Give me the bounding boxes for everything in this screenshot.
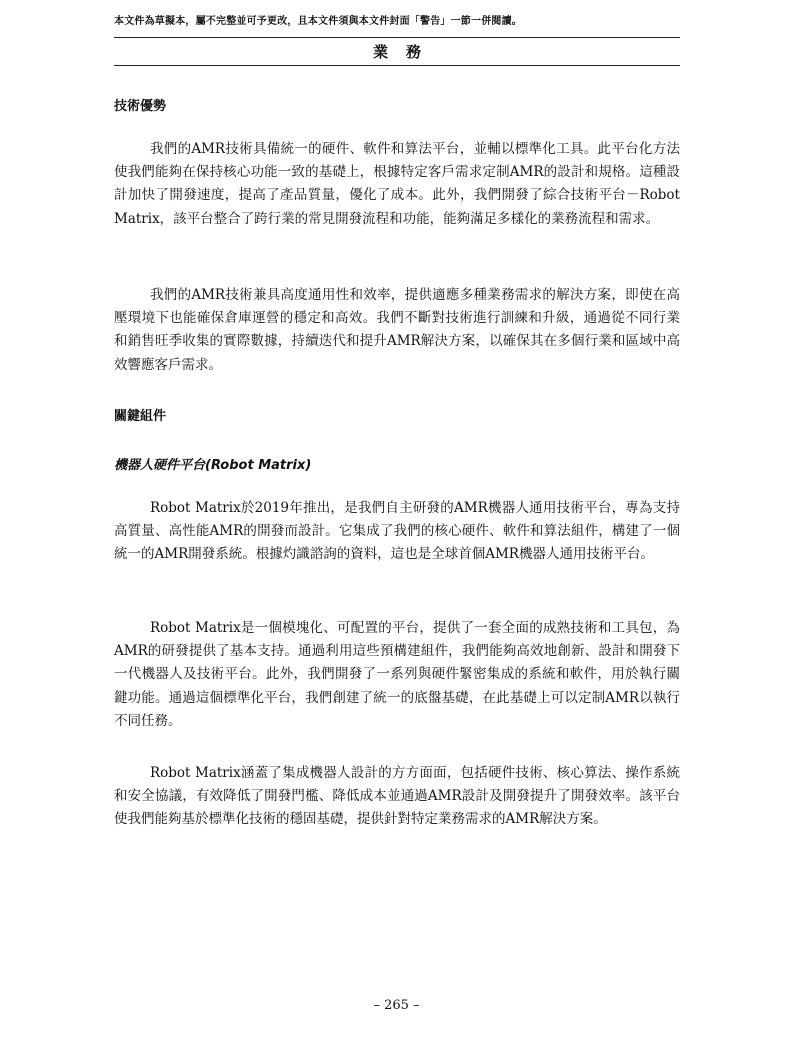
subheading-robot-matrix: 機器人硬件平台(Robot Matrix): [114, 458, 312, 473]
heading-technology-advantages: 技術優勢: [114, 99, 167, 114]
paragraph: Robot Matrix於2019年推出，是我們自主研發的AMR機器人通用技術平台，專為支持高質量、高性能AMR的開發而設計。它集成了我們的核心硬件、軟件和算法組件，構建了一個統一的AMR開發系統。根據灼識諮詢的資料，這也是全球首個AMR機器人通用技術平台。: [114, 500, 680, 563]
page-number: – 265 –: [373, 998, 420, 1013]
header-rule-bottom: [114, 65, 680, 66]
draft-disclaimer: 本文件為草擬本，屬不完整並可予更改，且本文件須與本文件封面「警告」一節一併閱讀。: [114, 16, 522, 27]
header-rule-top: [114, 37, 680, 38]
heading-key-components: 關鍵組件: [114, 409, 167, 424]
paragraph: Robot Matrix是一個模塊化、可配置的平台，提供了一套全面的成熟技術和工具包，為AMR的研發提供了基本支持。通過利用這些預構建組件，我們能夠高效地創新、設計和開發下一代機器人及技術平台。此外，我們開發了一系列與硬件緊密集成的系統和軟件，用於執行關鍵功能。通過這個標準化平台，我們創建了統一的底盤基礎，在此基礎上可以定制AMR以執行不同任務。: [114, 620, 680, 729]
paragraph: 我們的AMR技術具備統一的硬件、軟件和算法平台，並輔以標準化工具。此平台化方法使我們能夠在保持核心功能一致的基礎上，根據特定客戶需求定制AMR的設計和規格。這種設計加快了開發速度，提高了產品質量，優化了成本。此外，我們開發了綜合技術平台－Robot Matrix，該平台整合了跨行業的常見開發流程和功能，能夠滿足多樣化的業務流程和需求。: [114, 141, 680, 227]
paragraph: 我們的AMR技術兼具高度通用性和效率，提供適應多種業務需求的解決方案，即使在高壓環境下也能確保倉庫運營的穩定和高效。我們不斷對技術進行訓練和升級，通過從不同行業和銷售旺季收集的實際數據，持續迭代和提升AMR解決方案，以確保其在多個行業和區域中高效響應客戶需求。: [114, 287, 680, 373]
paragraph: Robot Matrix涵蓋了集成機器人設計的方方面面，包括硬件技術、核心算法、操作系統和安全協議，有效降低了開發門檻、降低成本並通過AMR設計及開發提升了開發效率。該平台使我們能夠基於標準化技術的穩固基礎，提供針對特定業務需求的AMR解決方案。: [114, 765, 680, 828]
section-title: 業務: [372, 43, 439, 61]
